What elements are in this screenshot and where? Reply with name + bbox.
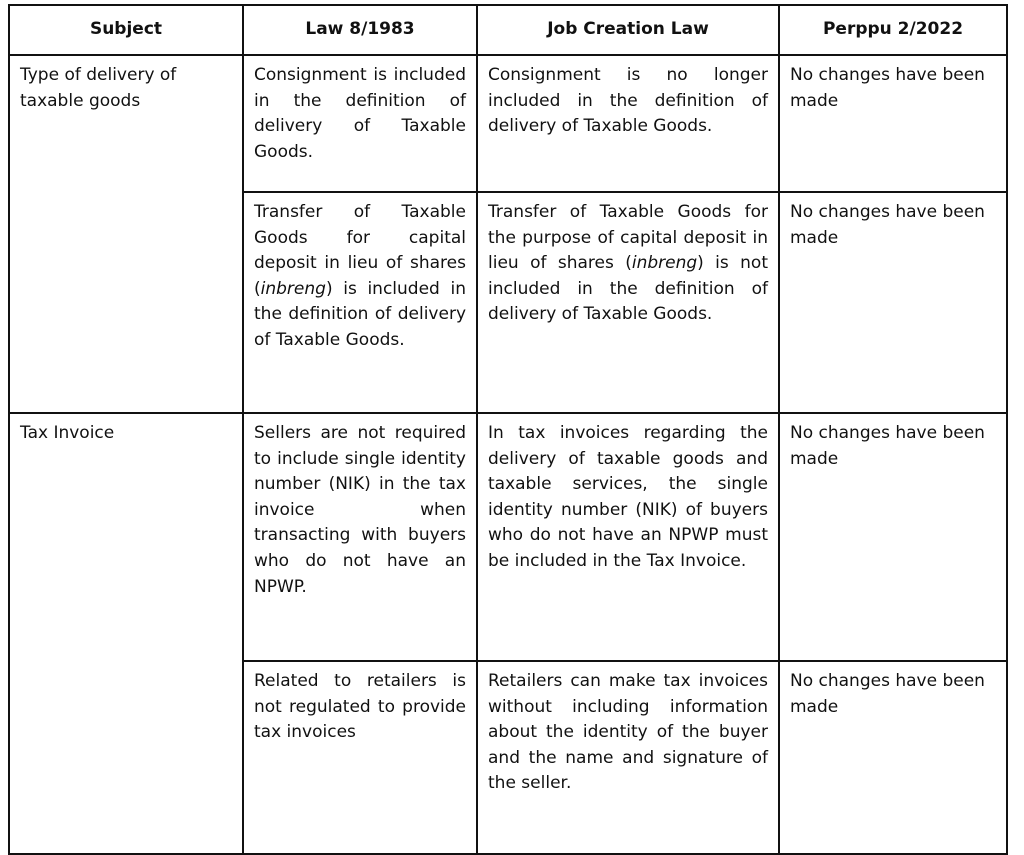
text-before: Transfer of Taxable Goods for capital deposit in lieu of shares (	[254, 202, 466, 299]
italic-term: inbreng	[631, 253, 698, 274]
subject-cell: Type of delivery of taxable goods	[9, 55, 243, 413]
table-row	[9, 55, 1007, 192]
perppu-cell: No changes have been made	[779, 661, 1007, 854]
table-row	[9, 413, 1007, 661]
law-1983-cell: Sellers are not required to include single identity number (NIK) in the tax invoice when transacting with buyers who do not have an NPWP.	[243, 413, 477, 661]
header-subject: Subject	[9, 5, 243, 55]
law-1983-cell: Consignment is included in the definition of delivery of Taxable Goods.	[243, 55, 477, 192]
perppu-cell: No changes have been made	[779, 413, 1007, 661]
text-before: Transfer of Taxable Goods for the purpose of capital deposit in lieu of shares (	[488, 202, 768, 274]
perppu-cell: No changes have been made	[779, 55, 1007, 192]
header-job-creation-law: Job Creation Law	[477, 5, 779, 55]
comparison-table	[8, 4, 1008, 855]
subject-cell: Tax Invoice	[9, 413, 243, 854]
header-law-1983: Law 8/1983	[243, 5, 477, 55]
job-creation-cell: Retailers can make tax invoices without including information about the identity of the buyer and the name and signature of the seller.	[477, 661, 779, 854]
law-1983-cell: Related to retailers is not regulated to provide tax invoices	[243, 661, 477, 854]
perppu-cell: No changes have been made	[779, 192, 1007, 413]
job-creation-cell: In tax invoices regarding the delivery of taxable goods and taxable services, the single identity number (NIK) of buyers who do not have an NPWP must be included in the Tax Invoice.	[477, 413, 779, 661]
italic-term: inbreng	[260, 278, 326, 299]
header-perppu-2022: Perppu 2/2022	[779, 5, 1007, 55]
job-creation-cell	[477, 192, 779, 413]
law-1983-cell	[243, 192, 477, 413]
text-after: ) is included in the definition of delivery of Taxable Goods.	[254, 278, 466, 350]
header-row	[9, 5, 1007, 55]
job-creation-cell: Consignment is no longer included in the definition of delivery of Taxable Goods.	[477, 55, 779, 192]
text-after: ) is not included in the definition of delivery of Taxable Goods.	[488, 253, 768, 325]
